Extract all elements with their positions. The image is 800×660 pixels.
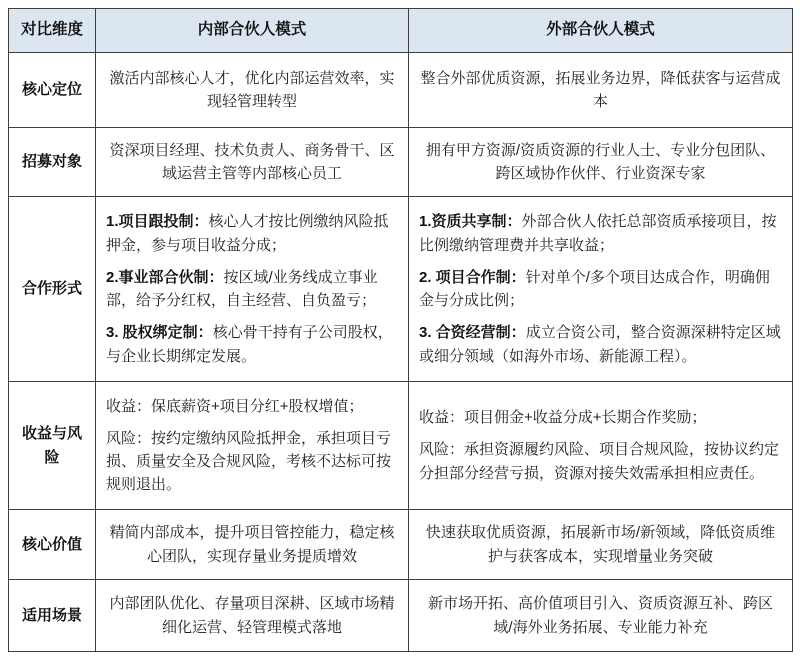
- table-row: [9, 128, 793, 197]
- cell-paragraph: [106, 67, 398, 114]
- text-segment: 新市场开拓、高价值项目引入、资质资源互补、跨区域/海外业务拓展、专业能力补充: [427, 595, 773, 636]
- partner-model-comparison-table: [8, 8, 793, 652]
- text-segment: 核心骨干持有子公司股权，与企业长期绑定发展。: [106, 324, 393, 365]
- row-dimension-label: 合作形式: [9, 197, 96, 382]
- text-segment: 风险：承担资源履约风险、项目合规风险，按协议约定分担部分经营亏损，资源对接失效需承担相应责任。: [419, 441, 780, 482]
- text-segment: 整合外部优质资源，拓展业务边界，降低获客与运营成本: [420, 69, 781, 110]
- row-dimension-label: 适用场景: [9, 580, 96, 652]
- table-header-row: [9, 9, 793, 53]
- cell-paragraph: [419, 210, 782, 257]
- text-segment: 风险：按约定缴纳风险抵押金，承担项目亏损、质量安全及合规风险，考核不达标可按规则退出。: [106, 429, 392, 494]
- row-dimension-label: 收益与风险: [9, 382, 96, 510]
- text-segment: 核心人才按比例缴纳风险抵押金，参与项目收益分成；: [106, 213, 389, 254]
- bold-term: 1.资质共享制：: [419, 213, 522, 231]
- cell-paragraph: [106, 395, 398, 418]
- internal-model-cell: [96, 580, 409, 652]
- table-row: [9, 510, 793, 580]
- row-dimension-label: 核心价值: [9, 510, 96, 580]
- bold-term: 2. 项目合作制：: [419, 268, 526, 286]
- cell-paragraph: [419, 592, 782, 639]
- external-model-cell: [409, 580, 793, 652]
- text-segment: 拥有甲方资源/资质资源的行业人士、专业分包团队、跨区域协作伙伴、行业资深专家: [425, 141, 776, 182]
- internal-model-cell: [96, 53, 409, 128]
- cell-paragraph: [419, 266, 782, 313]
- table-row: [9, 382, 793, 510]
- table-row: [9, 580, 793, 652]
- text-segment: 成立合资公司，整合资源深耕特定区域或细分领域（如海外市场、新能源工程）。: [419, 324, 781, 365]
- row-dimension-label: 招募对象: [9, 128, 96, 197]
- external-model-cell: [409, 53, 793, 128]
- text-segment: 按区域/业务线成立事业部，给予分红权，自主经营、自负盈亏；: [106, 268, 378, 309]
- row-dimension-label: 核心定位: [9, 53, 96, 128]
- cell-paragraph: [419, 438, 782, 485]
- col-header-internal-model: 内部合伙人模式: [96, 9, 409, 53]
- cell-paragraph: [419, 321, 782, 368]
- col-header-external-model: 外部合伙人模式: [409, 9, 793, 53]
- cell-paragraph: [106, 139, 398, 186]
- cell-paragraph: [106, 427, 398, 497]
- internal-model-cell: [96, 382, 409, 510]
- cell-paragraph: [419, 406, 782, 429]
- cell-paragraph: [106, 210, 398, 257]
- external-model-cell: [409, 382, 793, 510]
- internal-model-cell: [96, 510, 409, 580]
- cell-paragraph: [106, 266, 398, 313]
- bold-term: 3. 股权绑定制：: [106, 324, 213, 342]
- col-header-dimension: 对比维度: [9, 9, 96, 53]
- external-model-cell: [409, 197, 793, 382]
- bold-term: 3. 合资经营制：: [419, 324, 526, 342]
- bold-term: 2.事业部合伙制：: [106, 268, 224, 286]
- text-segment: 激活内部核心人才，优化内部运营效率，实现轻管理转型: [109, 69, 395, 110]
- internal-model-cell: [96, 197, 409, 382]
- external-model-cell: [409, 128, 793, 197]
- text-segment: 内部团队优化、存量项目深耕、区域市场精细化运营、轻管理模式落地: [109, 595, 395, 636]
- cell-paragraph: [106, 592, 398, 639]
- internal-model-cell: [96, 128, 409, 197]
- text-segment: 外部合伙人依托总部资质承接项目，按比例缴纳管理费并共享收益；: [419, 213, 777, 254]
- table-row: [9, 197, 793, 382]
- text-segment: 收益：项目佣金+收益分成+长期合作奖励；: [419, 409, 707, 427]
- text-segment: 针对单个/多个项目达成合作，明确佣金与分成比例；: [419, 268, 770, 309]
- text-segment: 收益：保底薪资+项目分红+股权增值；: [106, 397, 364, 415]
- cell-paragraph: [419, 521, 782, 568]
- cell-paragraph: [419, 67, 782, 114]
- text-segment: 快速获取优质资源，拓展新市场/新领域，降低资质维护与获客成本，实现增量业务突破: [425, 524, 776, 565]
- external-model-cell: [409, 510, 793, 580]
- cell-paragraph: [106, 521, 398, 568]
- text-segment: 精简内部成本，提升项目管控能力，稳定核心团队，实现存量业务提质增效: [109, 524, 395, 565]
- cell-paragraph: [106, 321, 398, 368]
- text-segment: 资深项目经理、技术负责人、商务骨干、区域运营主管等内部核心员工: [109, 141, 395, 182]
- cell-paragraph: [419, 139, 782, 186]
- bold-term: 1.项目跟投制：: [106, 213, 209, 231]
- table-row: [9, 53, 793, 128]
